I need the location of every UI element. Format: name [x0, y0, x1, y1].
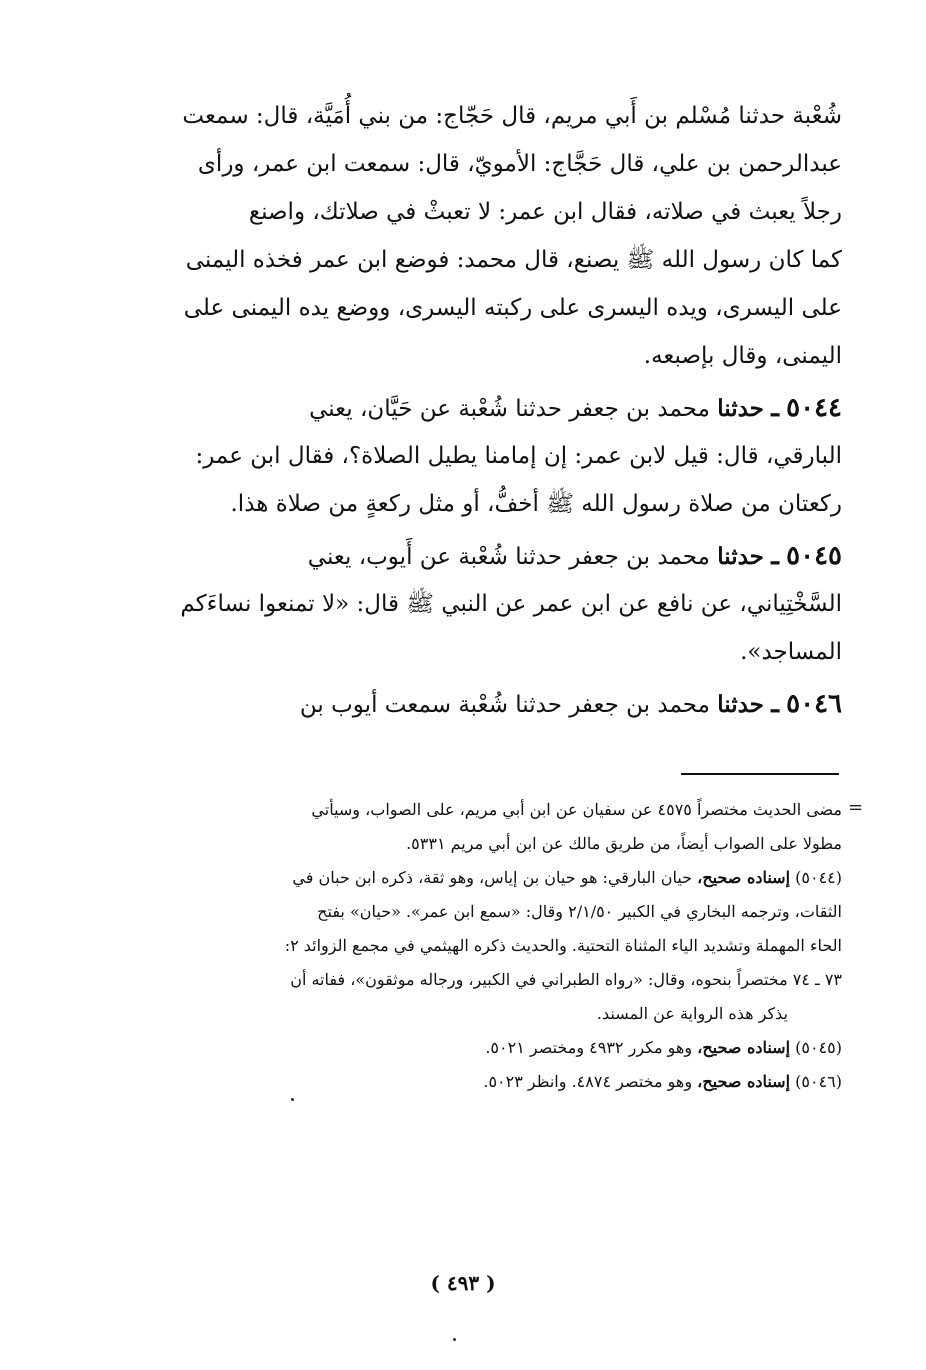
scan-speck	[291, 1098, 294, 1101]
footnote-text: وهو مكرر ٤٩٣٢ ومختصر ٥٠٢١.	[485, 1038, 693, 1057]
hadith-lead-word: حدثنا	[717, 691, 764, 718]
footnote-line: ٧٣ ـ ٧٤ مختصراً بنحوه، وقال: «رواه الطبراني في الكبير، ورجاله موثقون»، ففاته أن	[290, 970, 842, 989]
footnote-line: مضى الحديث مختصراً ٤٥٧٥ عن سفيان عن ابن أبي مريم، على الصواب، وسيأتي	[311, 800, 842, 819]
footnote-label: إسناده صحيح،	[697, 1038, 791, 1057]
text-line: اليمنى، وقال بإصبعه.	[643, 343, 842, 369]
hadith-5046	[132, 680, 842, 728]
hadith-number: ٥٠٤٦	[786, 689, 842, 719]
footnote-text: وهو مختصر ٤٨٧٤. وانظر ٥٠٢٣.	[483, 1072, 693, 1091]
hadith-lead-word: حدثنا	[717, 395, 764, 422]
footnote-ref: (٥٠٤٤)	[795, 868, 842, 887]
footnote-ref: (٥٠٤٥)	[795, 1038, 842, 1057]
hadith-number: ٥٠٤٥	[786, 541, 842, 571]
footnote-first-line	[132, 861, 842, 895]
hadith-first-line	[132, 680, 842, 728]
hadith-first-line	[132, 384, 842, 432]
footnote-continuation-mark: =	[848, 797, 864, 818]
footnote-5044	[132, 861, 842, 1031]
page-number: ( ٤٩٣ )	[430, 1271, 496, 1295]
text-line: ركعتان من صلاة رسول الله ﷺ أخفُّ، أو مثل ركعةٍ من صلاة هذا.	[230, 491, 842, 517]
text-line: على اليسرى، ويده اليسرى على ركبته اليسرى، ووضع يده اليمنى على	[183, 295, 842, 321]
footnote-text: حيان البارقي: هو حيان بن إياس، وهو ثقة، ذكره ابن حبان في	[292, 868, 693, 887]
footnote-separator	[681, 773, 839, 775]
footnote-label: إسناده صحيح،	[697, 1072, 791, 1091]
footnote-5046	[132, 1065, 842, 1099]
hadith-number: ٥٠٤٤	[786, 393, 842, 423]
hadith-text: محمد بن جعفر حدثنا شُعْبة عن حَيَّان، يعني	[309, 396, 710, 422]
footnote-line: الحاء المهملة وتشديد الياء المثناة التحتية. والحديث ذكره الهيثمي في مجمع الزوائد ٢:	[284, 936, 842, 955]
hadith-5044	[132, 384, 842, 528]
footnote-line: الثقات، وترجمه البخاري في الكبير ٢/١/٥٠ وقال: «سمع ابن عمر». «حيان» بفتح	[317, 902, 842, 921]
hadith-text: محمد بن جعفر حدثنا شُعْبة عن أَيوب، يعني	[307, 544, 710, 570]
text-line: كما كان رسول الله ﷺ يصنع، قال محمد: فوضع ابن عمر فخذه اليمنى	[185, 247, 842, 273]
text-line: رجلاً يعبث في صلاته، فقال ابن عمر: لا تعبثْ في صلاتك، واصنع	[248, 199, 842, 225]
text-line: عبدالرحمن بن علي، قال حَجَّاج: الأمويّ، قال: سمعت ابن عمر، ورأى	[197, 151, 842, 177]
footnote-first-line	[132, 1065, 842, 1099]
scan-speck	[453, 1338, 456, 1341]
hadith-dash: ـ	[771, 393, 779, 423]
hadith-text: محمد بن جعفر حدثنا شُعْبة سمعت أيوب بن	[299, 692, 710, 718]
footnotes-block	[132, 793, 842, 1099]
text-line: شُعْبة حدثنا مُسْلم بن أَبي مريم، قال حَجّاج: من بني أُمَيَّة، قال: سمعت	[182, 103, 842, 129]
footnote-label: إسناده صحيح،	[697, 868, 791, 887]
hadith-5045	[132, 532, 842, 676]
text-line: السَّخْتِياني، عن نافع عن ابن عمر عن النبي ﷺ قال: «لا تمنعوا نساءَكم	[180, 591, 842, 617]
hadith-dash: ـ	[771, 689, 779, 719]
hadith-lead-word: حدثنا	[717, 543, 764, 570]
hadith-dash: ـ	[771, 541, 779, 571]
main-text-block	[132, 92, 842, 728]
text-line: البارقي، قال: قيل لابن عمر: إن إمامنا يطيل الصلاة؟، فقال ابن عمر:	[195, 443, 842, 469]
footnote-line: مطولا على الصواب أيضاً، من طريق مالك عن ابن أبي مريم ٥٣٣١.	[406, 834, 842, 853]
footnote-first-line	[132, 1031, 842, 1065]
footnote-line: يذكر هذه الرواية عن المسند.	[596, 1004, 788, 1023]
footnote-ref: (٥٠٤٦)	[795, 1072, 842, 1091]
text-line: المساجد».	[740, 639, 842, 665]
hadith-first-line	[132, 532, 842, 580]
footnote-5045	[132, 1031, 842, 1065]
